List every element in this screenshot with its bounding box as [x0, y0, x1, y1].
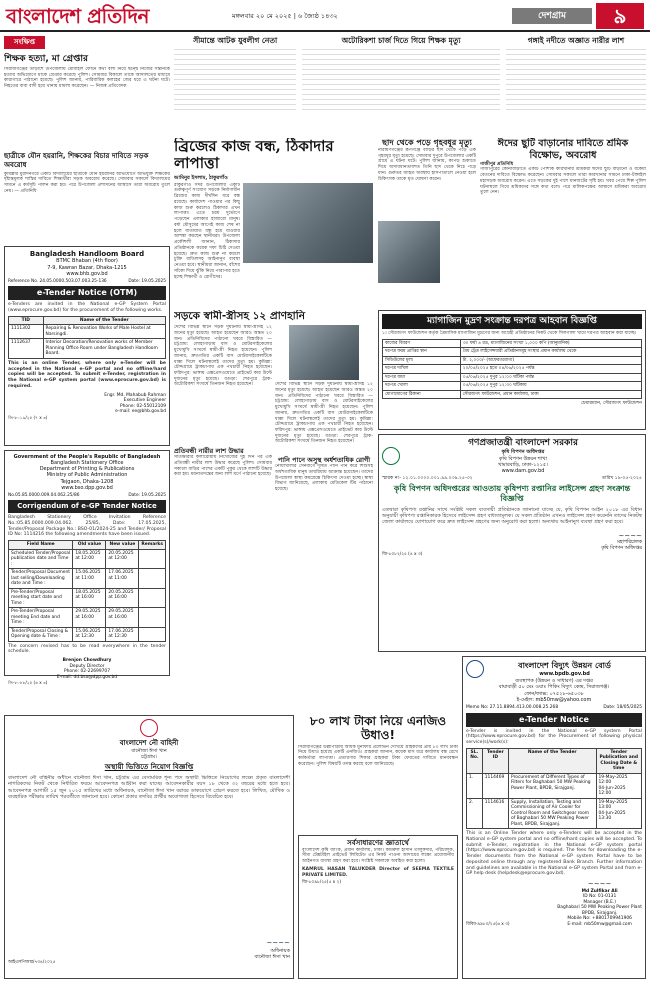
- th-name: Name of the Tender: [43, 316, 165, 325]
- bso-signer: Brenjon Chowdhury: [62, 658, 112, 664]
- table-row: [9, 608, 166, 628]
- cell-name: Repairing & Renovation Works of Male Hostel at Narsingdi.: [43, 325, 165, 339]
- cell: 15.06.2025 at 12:30: [73, 627, 106, 641]
- agri-dept2: কৃষি বিপণন উন্নয়ন শাখা: [499, 455, 547, 462]
- agri-signer: মহাপরিচালক: [617, 540, 642, 546]
- agri-date: তারিখ ১৯-০৫-২০২৫: [601, 476, 642, 482]
- handloom-note: This is an online Tender, where only e-Tender will be accepted in the National e-GP portal and no offline/hard copies will be accepted. To submit e-Tender, registration in the National e-GP system portal (www.eprocure.gov.bd) is required.: [8, 360, 166, 389]
- accident-photo: [289, 325, 359, 380]
- cell: Procurement of Different Types of Filters for Baghabari 50 MW Peaking Power Plant, BPDB, Sirajganj.: [509, 773, 597, 798]
- bso-bar: Corrigendum of e-GP Tender Notice: [8, 500, 166, 513]
- magazine-table: [382, 339, 642, 400]
- date-publish: 19-May-2025 12:00: [598, 774, 628, 786]
- main-byline: আমিনুর ইসলাম, ঠাকুরগাঁও: [174, 174, 228, 181]
- agri-ad: [378, 434, 646, 652]
- handloom-signer-title: Executive Engineer: [123, 398, 166, 403]
- table-row: [9, 339, 166, 359]
- bpdb-intro: e-Tender is invited in the National e-GP system Portal (https://www.eprocure.gov.bd) for the Procurement of following physical service(s)/work(s):: [466, 728, 642, 745]
- accident-body: দেশের বিভিন্ন স্থানে সড়ক দুর্ঘটনায় স্বামী-স্ত্রীসহ ১২ জনের মৃত্যু হয়েছে। আহত হয়েছেন আরও অন্তত ২০ জন। প্রতিনিধিদের পাঠানো খবরে বিস্তারিত — চট্টগ্রাম: লোহাগাড়ায় বাস ও মোটরসাইকেলের মুখোমুখি সংঘর্ষে স্বামী-স্ত্রী নিহত হয়েছেন। পুলিশ জানায়, দ্রুতগতির একটি বাস মোটরসাইকেলটিকে ধাক্কা দিলে ঘটনাস্থলেই তাদের মৃত্যু হয়। কুমিল্লা: চৌদ্দগ্রামে ট্রাকচাপায় এক পথচারী নিহত হয়েছেন। ফরিদপুর: ভাঙ্গায় এক্সপ্রেসওয়েতে প্রাইভেট কার উল্টে দুজনের মৃত্যু হয়েছে। বগুড়া: শেরপুরে ট্রাক-অটোরিকশা সংঘর্ষে তিনজন নিহত হয়েছেন।: [174, 325, 272, 388]
- cell: 1.: [467, 773, 483, 798]
- table-row: [467, 798, 642, 829]
- bpdb-line4: ই-মেইল: mb50mw@yahoo.com: [516, 696, 592, 703]
- agri-address: খামারবাড়ি, ঢাকা-১২১৫।: [498, 461, 548, 468]
- bpdb-ad: [462, 656, 646, 979]
- brief1-body: সিরাজগঞ্জের তাড়াশে উপজেলায় মোবাইল ফোনে কথা বলা নিয়ে দ্বন্দ্বে নিজের সন্তানকে হত্যার অভিযোগে মাকে গ্রেপ্তার করেছে পুলিশ। সোমবার বিকালে তাকে আদালতের মাধ্যমে কারাগারে পাঠানো হয়েছে। পুলিশ জানায়, পারিবারিক কলহের জের ধরে এ ঘটনা ঘটে। নিহতের বাবা বাদী হয়ে থানায় মামলা করেছেন। — নিজস্ব প্রতিবেদক: [4, 67, 170, 90]
- handloom-ad: [4, 246, 170, 446]
- handloom-line1: BTMC Bhaban (4th floor): [56, 258, 118, 265]
- cell: Tender/Proposal Closing & Opening date & Time :: [9, 627, 73, 641]
- handloom-line2: 7-9, Kawran Bazar, Dhaka-1215: [47, 264, 127, 271]
- cell: 18.05.2025 at 12:00: [73, 549, 106, 569]
- accident-headline: সড়কে স্বামী-স্ত্রীসহ ১২ প্রাণহানি: [174, 310, 305, 322]
- ngo-body: সিরাজগঞ্জের উল্লাপাড়ায় অধিক মুনাফার প্রলোভন দেখিয়ে গ্রাহকদের প্রায় ৮০ লাখ টাকা নিয়ে উধাও হয়েছে একটি এনজিও। গ্রাহকরা জানান, কয়েক মাস ধরে কার্যালয় বন্ধ রেখে কর্মকর্তারা লাপাত্তা। প্রতারণার শিকার গ্রাহকরা টাকা ফেরতের দাবিতে মানববন্ধন করেছেন। পুলিশ বিষয়টি তদন্ত করছে বলে জানিয়েছে।: [298, 744, 458, 767]
- navy-headline: অস্থায়ী ভিত্তিতে নিয়োগ বিজ্ঞপ্তি: [104, 763, 194, 772]
- agri-web: www.dam.gov.bd: [501, 468, 545, 474]
- cell: 29.05.2025 at 16:00: [73, 608, 106, 628]
- roof-headline: ছাদ থেকে পড়ে গৃহবধূর মৃত্যু: [382, 138, 472, 147]
- cell-id: 1111302: [9, 325, 44, 339]
- cell-value: টা. ২,০০০/- (অফেরতযোগ্য): [460, 356, 641, 365]
- bpdb-table: [466, 748, 642, 830]
- cell: 17.06.2025 at 11:00: [106, 569, 139, 589]
- date-close: 04-Jun-2025 13:30: [598, 810, 626, 822]
- cell: [139, 627, 166, 641]
- cell: [139, 549, 166, 569]
- notice-mid: [298, 835, 458, 979]
- cell-value: সৌরজগৎ ফাউন্ডেশন, প্রধান কার্যালয়, ঢাকা: [460, 390, 641, 399]
- table-row: [383, 373, 642, 382]
- notice-english: KAMRUL HASAN TALUKDER Director of SEEMA TEXTILE PRIVATE LIMITED.: [302, 866, 454, 878]
- bso-signer-phone: Phone: 02-22699707: [64, 669, 110, 675]
- cell: 29.05.2025 at 16:00: [106, 608, 139, 628]
- newspaper-logo: বাংলাদেশ প্রতিদিন: [6, 4, 149, 28]
- table-row: [9, 569, 166, 589]
- agri-code: জি-৮০৮২/২৫ (৪ x ৩): [382, 552, 423, 558]
- agri-headline: কৃষি বিপণন অধিদপ্তরের আওতায় কৃষিপণ্য রপ্তানির লাইসেন্স গ্রহণ সংক্রান্ত বিজ্ঞপ্তি: [393, 483, 631, 503]
- notice-body: বাংলাদেশ কৃষি ব্যাংক, প্রধান কার্যালয়, ঢাকা। কামরুল হাসান তালুকদার, পরিচালক, সীমা টেক্সটাইল প্রাইভেট লিমিটেড এর নিকট পাওনা আদায়ের লক্ষ্যে প্রয়োজনীয় আইনগত ব্যবস্থা গ্রহণ করা হবে। সংশ্লিষ্ট সকলকে অবহিত করা হলো।: [302, 847, 454, 865]
- bso-line1: Government of the People's Republic of Bangladesh: [13, 453, 161, 460]
- cell: Pre-Tender/Proposal meeting End date and Time :: [9, 608, 73, 628]
- handloom-title: Bangladesh Handloom Board: [29, 249, 145, 258]
- cell: 2.: [467, 798, 483, 829]
- table-row: [383, 382, 642, 391]
- handloom-table: [8, 316, 166, 359]
- briefs-tag: সংক্ষিপ্ত: [4, 36, 45, 49]
- bpdb-line3: ফোন/ফ্যাক্স: ০৭৫২৮-৬৫০৩৮: [524, 690, 584, 697]
- cell: [596, 798, 642, 829]
- bpdb-title: বাংলাদেশ বিদ্যুৎ উন্নয়ন বোর্ড: [518, 660, 611, 670]
- cell: 1114616: [482, 798, 508, 829]
- bso-date: Date: 19.05.2025: [128, 493, 166, 498]
- bpdb-signer-phone: Mobile No: +8801709941906: [567, 916, 632, 922]
- roof-body: নারায়ণগঞ্জের রূপগঞ্জে বাড়ির ছাদ থেকে পড়ে এক গৃহবধূর মৃত্যু হয়েছে। সোমবার দুপুরে উপজেলার একটি গ্রামে এ ঘটনা ঘটে। পুলিশ জানায়, কাপড় শুকাতে দিয়ে অসাবধানতাবশত তিনি ছাদ থেকে নিচে পড়ে যান। গুরুতর আহত অবস্থায় হাসপাতালে নেওয়া হলে চিকিৎসক তাকে মৃত ঘোষণা করেন।: [378, 148, 476, 182]
- cell-key: দরপত্র দাখিল: [383, 365, 461, 374]
- cell-key: দরপত্র খোলা: [383, 382, 461, 391]
- th-tid: TID: [9, 316, 44, 325]
- bso-line4: Ministry of Public Administration: [46, 472, 128, 479]
- cell: 1114469: [482, 773, 508, 798]
- ngo-story: [298, 715, 458, 831]
- section-tag: দেশগ্রাম: [512, 8, 592, 24]
- bpdb-signer-org1: Baghabari 50 MW Peaking Power Plant: [557, 905, 642, 911]
- main-story: [174, 138, 374, 306]
- cell-name: Interior Decoration/Renovation works of Member Planning Office Room under Bangladesh Handloom Board.: [43, 339, 165, 359]
- bpdb-signer-title: Manager (B.E.): [583, 899, 616, 905]
- navy-line1: বানৌজা ঈসা খান: [131, 747, 167, 754]
- cell-id: 1112637: [9, 339, 44, 359]
- handloom-signer: Engr. Md. Mahabub Rahman: [104, 392, 166, 398]
- bpdb-signature: ~~~~: [587, 880, 612, 889]
- main-body: ঠাকুরগাঁও সদর উপজেলার একটি গুরুত্বপূর্ণ সংযোগ সড়কে নির্মাণাধীন ব্রিজের কাজ দীর্ঘদিন ধরে বন্ধ রয়েছে। কার্যাদেশ পাওয়ার পর কিছু কাজ শুরু করলেও ঠিকাদার এখন লাপাত্তা। এতে চরম দুর্ভোগে পড়েছেন এলাকার হাজারো মানুষ। বর্ষা মৌসুমের আগেই কাজ শেষ না হলে যাতায়াত বন্ধ হয়ে যাওয়ার আশঙ্কা করছেন স্থানীয়রা। উপজেলা প্রকৌশলী জানান, ঠিকাদার প্রতিষ্ঠানকে কয়েক দফা চিঠি দেওয়া হয়েছে। দ্রুত কাজ শুরু না করলে চুক্তি বাতিলসহ আইনানুগ ব্যবস্থা নেওয়া হবে। স্থানীয়রা জানান, বাঁশের সাঁকো দিয়ে ঝুঁকি নিয়ে পারাপার হতে হচ্ছে শিক্ষার্থী ও রোগীদের।: [174, 182, 240, 280]
- cell-key: দরপত্র জমা: [383, 373, 461, 382]
- headline-teacher-body: [302, 45, 499, 113]
- cell-key: কাজের বিবরণ: [383, 339, 461, 348]
- bpdb-signer: Md Zulfikar Ali: [581, 888, 618, 894]
- bso-code: জি-৮০৮৮/২৫ (৬ x ৩): [8, 680, 48, 686]
- headline-river-body: [506, 45, 646, 113]
- cell: [139, 569, 166, 589]
- bpdb-signer-id: ID No: 01-0131: [583, 894, 617, 900]
- handloom-date: Date: 19.05.2025: [128, 279, 166, 284]
- th-field: Field Name: [9, 541, 73, 550]
- th-old: Old value: [73, 541, 106, 550]
- water-headline: পানি পানে অসুস্থ অর্ধশতাধিক রোগী: [277, 456, 371, 465]
- bso-memo: No.05.85.0000.009.04.062.25/86: [8, 493, 80, 498]
- page-number: ৯: [596, 3, 644, 29]
- th-remarks: Remarks: [139, 541, 166, 550]
- workers-body: গাজীপুরের কোনাবাড়ীতে একটি পোশাক কারখানার শ্রমিকরা ঈদের ছুটি বাড়ানো ও বকেয়া বেতনের দাবিতে বিক্ষোভ করেছেন। সোমবার সকালে তারা কারখানার সামনে ঢাকা-টাঙ্গাইল মহাসড়ক অবরোধ করেন। এতে সড়কের দুই পাশে যানজটের সৃষ্টি হয়। খবর পেয়ে শিল্প পুলিশ ঘটনাস্থলে গিয়ে শ্রমিকদের সঙ্গে কথা বলে। পরে মালিকপক্ষের আশ্বাসে শ্রমিকরা অবরোধ তুলে নেন।: [480, 167, 646, 196]
- bridge-photo: [243, 183, 373, 263]
- bso-intro: Bangladesh Stationery Office Invitation Reference No.:05.85.0000.009.04.062. 25/85, Date: 17.05.2025, Tender/Proposal Package No.: BSO-01/2024-25 and Tender/ Proposal ID No: 1114216 the following amendments have been issued.: [8, 515, 166, 538]
- cell: 17.06.2025 at 12:30: [106, 627, 139, 641]
- magazine-ad: ম্যাগাজিন মুদ্রণ সংক্রান্ত দরপত্র আহবান বিজ্ঞপ্তি ১। সৌরজগৎ ফাউন্ডেশন কর্তৃক ত্রৈমাসিক ম্যাগাজিন মুদ্রণের জন্য আগ্রহী প্রতিষ্ঠানের নিকট থেকে সিলগালা খামে দরপত্র আহবান করা যাচ্ছে। কাজের বিবরণ ৩০ ফর্মা ৪ রঙ, ম্যাগাজিনের সংখ্যা ১,০০০ কপি (আনুমানিক) দরপত্র ফরম প্রাপ্তির স্থান বৈধ ট্রেড লাইসেন্সধারী প্রতিষ্ঠানসমূহ সংস্থার প্রধান কার্যালয় থেকে সিডিউলের মূল্য টা. ২,০০০/- (অফেরতযোগ্য) দরপত্র দাখিল ২০/০৫/২০২৫ হতে ০৪/০৬/২০২৫ পর্যন্ত দরপত্র জমা ০৫/০৬/২০২৫ দুপুর ১২:০০ ঘটিকা পর্যন্ত দরপত্র খোলা ০৫/০৬/২০২৫ দুপুর ১২:৩০ ঘটিকায় যোগাযোগের ঠিকানা সৌরজগৎ ফাউন্ডেশন, প্রধান কার্যালয়, ঢাকা চেয়ারম্যান, সৌরজগৎ ফাউন্ডেশন: [378, 310, 646, 430]
- navy-body: বাংলাদেশ নৌ বাহিনীর অধীনে বানৌজা ঈসা খান, চট্টগ্রাম এর বেসামরিক শূন্য পদে অস্থায়ী ভিত্তিতে নিয়োগের লক্ষ্যে প্রকৃত বাংলাদেশী নাগরিকদের নিকট থেকে নির্ধারিত ফরমে আবেদনপত্র আহ্বান করা যাচ্ছে। আবেদনকারীর বয়স ১৮ থেকে ৩২ বছরের মধ্যে হতে হবে। আবেদনপত্র আগামী ১৫ জুন ২০২৫ তারিখের মধ্যে অধিনায়ক, বানৌজা ঈসা খান বরাবর ডাকযোগে প্রেরণ করতে হবে। লিখিত, মৌখিক ও ব্যবহারিক পরীক্ষার তারিখ পরবর্তীতে জানানো হবে। কোনো প্রকার তদবির প্রার্থীর অযোগ্যতা হিসেবে বিবেচিত হবে।: [8, 775, 290, 800]
- table-row: [383, 339, 642, 348]
- navy-signer: অধিনায়ক: [270, 947, 290, 954]
- handloom-bar: e-Tender Notice (OTM): [8, 286, 166, 300]
- th-tender-name: Name of the Tender: [509, 748, 597, 773]
- workers-byline: গাজীপুর প্রতিনিধি: [480, 161, 514, 167]
- bpdb-code: বিবিধ-৯৯৮০/২৫(৬ x ৩): [466, 921, 510, 927]
- bso-note: The concern revised has to be read everywhere in the tender schedule.: [8, 643, 166, 655]
- magazine-bar: ম্যাগাজিন মুদ্রণ সংক্রান্ত দরপত্র আহবান বিজ্ঞপ্তি: [382, 314, 642, 329]
- magazine-signer-org: সৌরজগৎ ফাউন্ডেশন: [602, 401, 642, 407]
- th-new: New value: [106, 541, 139, 550]
- bpdb-web: www.bpdb.gov.bd: [539, 670, 590, 677]
- notice-title: সর্বসাধারণের জ্ঞাতার্থে: [347, 839, 409, 847]
- bpdb-logo-icon: [466, 660, 484, 678]
- cell-value: ০৫/০৬/২০২৫ দুপুর ১২:০০ ঘটিকা পর্যন্ত: [460, 373, 641, 382]
- headline-youth: সীমান্তে আটক যুবলীগ নেতা: [193, 36, 278, 45]
- navy-code: আইএসপিআর/৭৩৪/২০২৫: [8, 960, 56, 966]
- ngo-headline: ৮০ লাখ টাকা নিয়ে এনজিও উধাও!: [309, 715, 447, 742]
- government-emblem-icon: [382, 447, 400, 465]
- table-row: [383, 365, 642, 374]
- bpdb-note: This is an Online Tender where only e-Tenders will be accepted in the National e-GP system portal and no offline/hard copies will be accepted. To submit e-Tender, registration in the National e-GP system portal (https://www.eprocure.gov.bd) is required. The fees for downloading the e-Tender documents from the National e-GP system Portal have to be deposited online through any registered Bank Branch. Further information and guidelines are available in the National e-GP system Portal and from e-GP help desk (helpdesk@eprocure.gov.bd).: [466, 831, 642, 877]
- cell-value: বৈধ ট্রেড লাইসেন্সধারী প্রতিষ্ঠানসমূহ সংস্থার প্রধান কার্যালয় থেকে: [460, 348, 641, 357]
- handloom-signer-email: e-mail: ee@bhb.gov.bd: [115, 409, 166, 414]
- cell-value: ৩০ ফর্মা ৪ রঙ, ম্যাগাজিনের সংখ্যা ১,০০০ কপি (আনুমানিক): [460, 339, 641, 348]
- cell: [139, 588, 166, 608]
- disabled-woman-body: সাতক্ষীরার কলারোয়ায় নিখোঁজের দুই দিন পর এক প্রতিবন্ধী নারীর লাশ উদ্ধার করেছে পুলিশ। সোমবার সকালে বাড়ির পাশের একটি পুকুর থেকে লাশটি উদ্ধার করা হয়। ময়নাতদন্তের জন্য লাশ মর্গে পাঠানো হয়েছে।: [174, 455, 272, 478]
- headline-youth-body: [174, 45, 296, 113]
- navy-emblem-icon: [140, 719, 158, 737]
- workers-headline: ঈদের ছুটি বাড়ানোর দাবিতে শ্রমিক বিক্ষোভ, অবরোধ: [497, 138, 629, 161]
- table-row: [467, 773, 642, 798]
- handloom-code: জি-৮০১৯/২৫ (৭ x ৩): [8, 414, 48, 420]
- bso-line2: Bangladesh Stationery Office: [50, 459, 124, 466]
- cell: 20.05.2025 at 12:00: [106, 549, 139, 569]
- cell-key: যোগাযোগের ঠিকানা: [383, 390, 461, 399]
- date-close: 04-Jun-2025 12:00: [598, 785, 626, 797]
- table-row: [9, 549, 166, 569]
- bso-line5: Tejgaon, Dhaka-1208: [60, 478, 114, 485]
- agri-dept: কৃষি বিপণন অধিদপ্তর: [501, 449, 545, 456]
- bso-signer-email: E-mail: dd.bso@dpp.gov.bd: [56, 674, 118, 680]
- top-headline-strip: [174, 36, 646, 122]
- agri-gov: গণপ্রজাতন্ত্রী বাংলাদেশ সরকার: [468, 438, 578, 448]
- bpdb-memo: Memo No: 27.11.8894.413.00.008.25.268: [466, 705, 559, 710]
- table-row: [9, 627, 166, 641]
- handloom-web: www.bhb.gov.bd: [66, 270, 108, 277]
- agri-memo: স্মারক নং- ১২.০১.০০০০.০০১.৯৯.০৩৯.২৫-৩২: [382, 476, 473, 482]
- bpdb-signer-email: E-mail: mb50mw@gmail.com: [567, 921, 632, 927]
- accident-story: [174, 310, 374, 710]
- disabled-woman-headline: প্রতিবন্ধী নারীর লাশ উদ্ধার: [174, 447, 244, 456]
- navy-title: বাংলাদেশ নৌ বাহিনী: [119, 739, 179, 747]
- table-row: [9, 325, 166, 339]
- cell: 15.06.2025 at 11:00: [73, 569, 106, 589]
- bpdb-signer-org2: BPDB, Sirajganj.: [581, 910, 618, 916]
- roof-photo: [378, 221, 440, 283]
- table-row: [383, 348, 642, 357]
- bso-web: www.bso.dpp.gov.bd: [61, 484, 113, 491]
- handloom-intro: e-Tenders are invited in the National e-GP System Portal (www.eprocure.gov.bd) for the procurement of the following works.: [8, 302, 166, 314]
- navy-line2: চট্টগ্রাম।: [141, 754, 157, 760]
- th-tender-id: Tender ID: [482, 748, 508, 773]
- cell-value: ২০/০৫/২০২৫ হতে ০৪/০৬/২০২৫ পর্যন্ত: [460, 365, 641, 374]
- cell: [139, 608, 166, 628]
- handloom-signer-phone: Phone: 02-55012109: [120, 403, 166, 409]
- bpdb-line2: বাঘাবাড়ী ৫০ মেঃ ওয়াঃ পিকিং বিদ্যুৎ কেন্দ্র, সিরাজগঞ্জ।: [498, 684, 610, 691]
- cell: Supply, Installation, Testing and Commissioning of Air Cooler for Control Room and Switchgear room of Baghabari 50 MW Peaking Power Plant, BPDB, Sirajganj.: [509, 798, 597, 829]
- table-row: [383, 356, 642, 365]
- brief1-title: শিক্ষক হত্যা, মা গ্রেপ্তার: [4, 53, 88, 64]
- cell: 20.05.2025 at 16:00: [106, 588, 139, 608]
- magazine-intro: ১। সৌরজগৎ ফাউন্ডেশন কর্তৃক ত্রৈমাসিক ম্যাগাজিন মুদ্রণের জন্য আগ্রহী প্রতিষ্ঠানের নিকট থেকে সিলগালা খামে দরপত্র আহবান করা যাচ্ছে।: [382, 331, 637, 337]
- navy-signature: ~~~~: [266, 939, 290, 947]
- th-sl: SL. No.: [467, 748, 483, 773]
- cell-key: সিডিউলের মূল্য: [383, 356, 461, 365]
- brief2-body: কুমিল্লার মুরাদনগরে একটি বিদ্যালয়ের ছাত্রীকে যৌন হয়রানির অভিযোগে অভিযুক্ত শিক্ষকের দৃষ্টান্তমূলক শাস্তির দাবিতে শিক্ষার্থীরা সড়ক অবরোধ করেছে। সোমবার সকালে বিদ্যালয়ের সামনে এ কর্মসূচি পালন করা হয়। পরে উপজেলা প্রশাসনের আশ্বাসে তারা অবরোধ তুলে নেয়। — প্রতিনিধি: [4, 171, 170, 194]
- brief2-title: ছাত্রীকে যৌন হয়রানি, শিক্ষকের বিচার দাবিতে সড়ক অবরোধ: [4, 152, 149, 169]
- bpdb-date: Date: 18/05/2025: [603, 705, 642, 710]
- table-row: [383, 390, 642, 399]
- bso-table: [8, 540, 166, 642]
- cell: Pre-Tender/Proposal meeting start date and Time :: [9, 588, 73, 608]
- main-headline: ব্রিজের কাজ বন্ধ, ঠিকাদার লাপাত্তা: [174, 138, 334, 173]
- roof-story: [378, 138, 476, 306]
- cell-value: ০৫/০৬/২০২৫ দুপুর ১২:৩০ ঘটিকায়: [460, 382, 641, 391]
- navy-signer-org: বানৌজা ঈসা খান: [254, 954, 290, 960]
- navy-ad: [4, 715, 294, 979]
- headline-teacher: অটোরিকশা চার্জ দিতে গিয়ে শিক্ষক মৃত্যু: [341, 36, 461, 45]
- cell: Tender/Proposal Document last selling/Downloading date and Time :: [9, 569, 73, 589]
- magazine-signer: চেয়ারম্যান: [581, 401, 601, 407]
- headline-river: গঙ্গাই নদীতে অজ্ঞাত নারীর লাশ: [527, 36, 625, 45]
- cell-key: দরপত্র ফরম প্রাপ্তির স্থান: [383, 348, 461, 357]
- date-line: মঙ্গলবার ২০ মে ২০২৫ | ৬ জ্যৈষ্ঠ ১৪৩২: [232, 12, 338, 20]
- workers-story: [480, 138, 646, 306]
- notice-code: জি-৮০৯৮/২৫(৫ x ২): [302, 880, 342, 886]
- stationery-ad: [4, 450, 170, 686]
- cell: Scheduled Tender/Proposal publication date and Time :: [9, 549, 73, 569]
- bso-signer-title: Deputy Director: [69, 663, 105, 669]
- cell: 18.05.2025 at 16:00: [73, 588, 106, 608]
- handloom-ref: Reference No. 24.05.0000.503.07.003.25-136: [8, 279, 107, 284]
- bpdb-bar: e-Tender Notice: [466, 713, 642, 727]
- bpdb-line1: ব্যবস্থাপক (উন্নয়ন ও সাধারণ) এর দপ্তর: [515, 678, 593, 684]
- table-row: [9, 588, 166, 608]
- cell: [596, 773, 642, 798]
- water-body: নোয়াখালীর সেনবাগে দূষিত পানি পান করে শিশুসহ অর্ধশতাধিক মানুষ ডায়রিয়ায় আক্রান্ত হয়েছেন। তাদের উপজেলা স্বাস্থ্য কমপ্লেক্সে চিকিৎসা দেওয়া হচ্ছে। স্বাস্থ্য বিভাগ জানিয়েছে, এলাকায় মেডিকেল টিম পাঠানো হয়েছে।: [275, 464, 373, 493]
- agri-signer-org: কৃষি বিপণন অধিদপ্তর: [601, 546, 642, 552]
- date-publish: 19-May-2025 13:00: [598, 799, 628, 811]
- bso-line3: Department of Printing & Publications: [39, 466, 135, 472]
- th-tender-date: Tender Publication and Closing Date & time: [596, 748, 642, 773]
- accident-body-2: দেশের বিভিন্ন স্থানে সড়ক দুর্ঘটনায় স্বামী-স্ত্রীসহ ১২ জনের মৃত্যু হয়েছে। আহত হয়েছেন আরও অন্তত ২০ জন। প্রতিনিধিদের পাঠানো খবরে বিস্তারিত — চট্টগ্রাম: লোহাগাড়ায় বাস ও মোটরসাইকেলের মুখোমুখি সংঘর্ষে স্বামী-স্ত্রী নিহত হয়েছেন। পুলিশ জানায়, দ্রুতগতির একটি বাস মোটরসাইকেলটিকে ধাক্কা দিলে ঘটনাস্থলেই তাদের মৃত্যু হয়। কুমিল্লা: চৌদ্দগ্রামে ট্রাকচাপায় এক পথচারী নিহত হয়েছেন। ফরিদপুর: ভাঙ্গায় এক্সপ্রেসওয়েতে প্রাইভেট কার উল্টে দুজনের মৃত্যু হয়েছে। বগুড়া: শেরপুরে ট্রাক-অটোরিকশা সংঘর্ষে তিনজন নিহত হয়েছেন।: [275, 382, 373, 445]
- agri-body: এতদ্বারা কৃষিপণ্য রপ্তানির সাথে সংশ্লিষ্ট সকল ব্যবসায়ী প্রতিষ্ঠানকে জানানো যাচ্ছে যে, কৃষি বিপণন আইন ২০১৮ এর বিধান অনুযায়ী কৃষিপণ্য রপ্তানিকারক হিসেবে লাইসেন্স গ্রহণ বাধ্যতামূলক। যে সকল প্রতিষ্ঠান এখনও লাইসেন্স গ্রহণ করেননি তাদের নিকটস্থ জেলা কার্যালয়ে যোগাযোগ করে দ্রুত লাইসেন্স গ্রহণের জন্য অনুরোধ করা হলো। অন্যথায় আইনানুগ ব্যবস্থা গ্রহণ করা হবে।: [382, 506, 642, 526]
- masthead: [0, 0, 650, 32]
- agri-signature: ~~~~: [618, 531, 642, 540]
